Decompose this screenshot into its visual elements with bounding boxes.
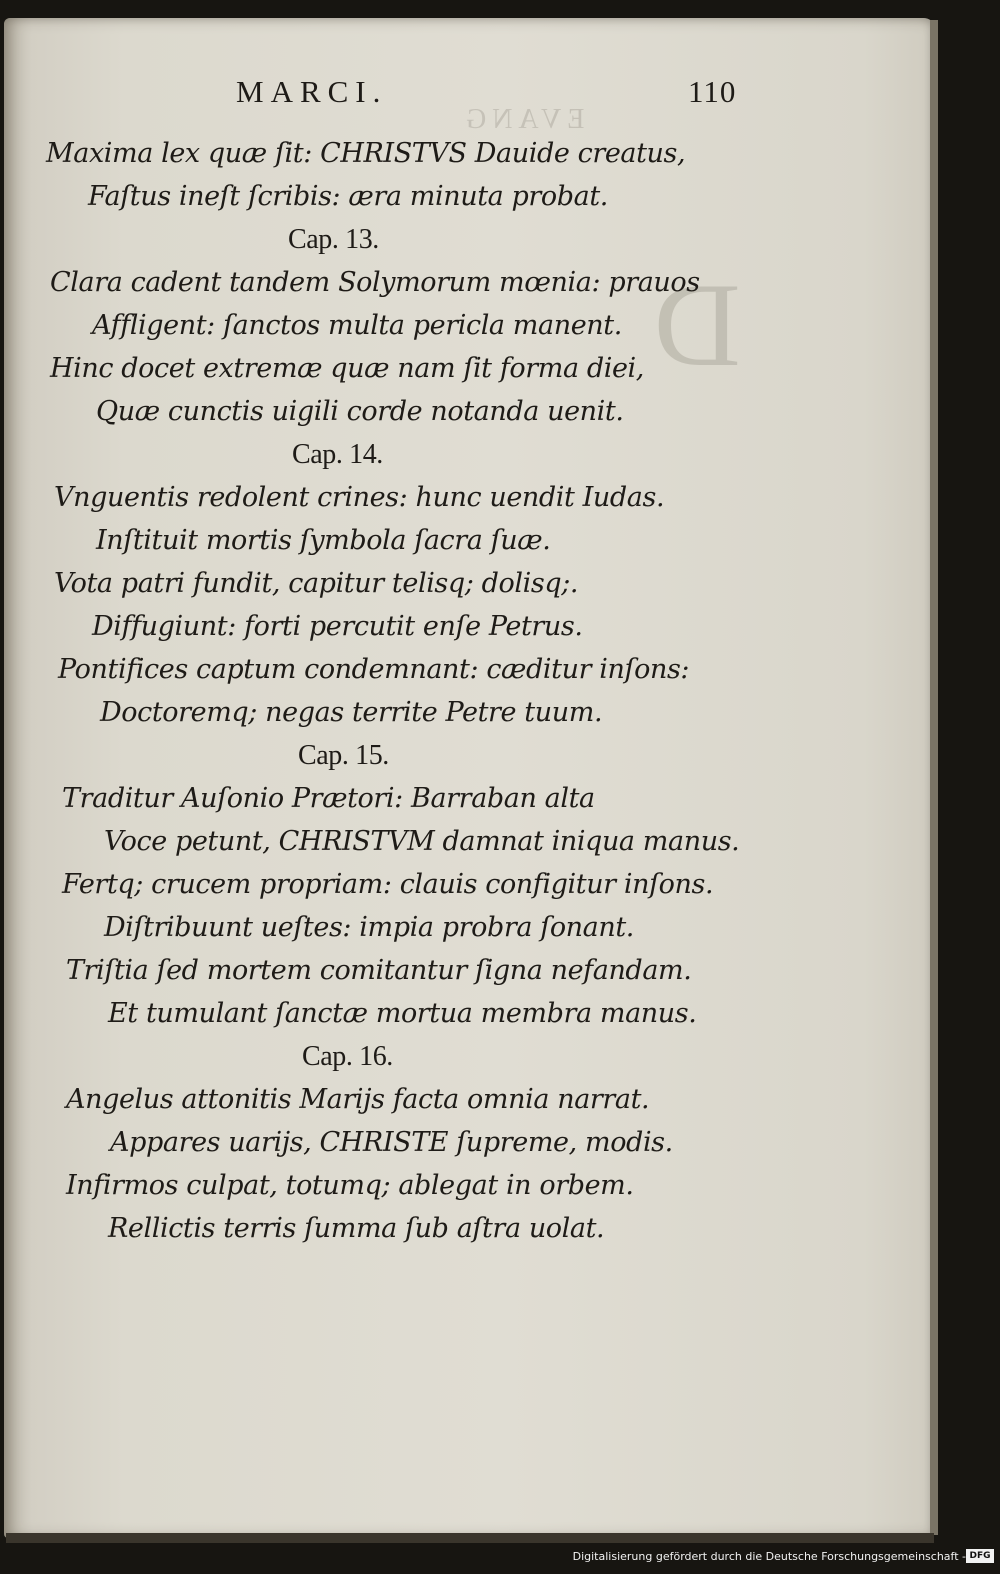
running-title: MARCI. <box>236 74 388 109</box>
chapter-heading: Cap. 14. <box>292 439 383 470</box>
verse-line: Fertq; crucem propriam: clauis configitur inſons. <box>62 869 714 900</box>
digitization-credit: Digitalisierung gefördert durch die Deutsche Forschungsgemeinschaft - <box>572 1550 966 1563</box>
verse-line: Hinc docet extremæ quæ nam ſit forma diei, <box>50 353 644 384</box>
verse-line: Infirmos culpat, totumq; ablegat in orbem. <box>66 1170 634 1201</box>
chapter-heading: Cap. 16. <box>302 1041 393 1072</box>
show-through-heading: EVANG <box>460 104 585 135</box>
chapter-heading: Cap. 15. <box>298 740 389 771</box>
verse-line: Triſtia ſed mortem comitantur ſigna nefandam. <box>66 955 692 986</box>
verse-line: Angelus attonitis Marijs facta omnia narrat. <box>66 1084 650 1115</box>
verse-line: Affligent: ſanctos multa pericla manent. <box>92 310 622 341</box>
verse-line: Appares uarijs, CHRISTE ſupreme, modis. <box>110 1127 673 1158</box>
page-bottom-edge <box>6 1533 934 1543</box>
verse-line: Inſtituit mortis ſymbola ſacra ſuæ. <box>96 525 551 556</box>
verse-line: Faſtus ineſt ſcribis: æra minuta probat. <box>88 181 608 212</box>
verse-line: Vota patri fundit, capitur telisq; dolisq;. <box>54 568 579 599</box>
verse-line: Diſtribuunt ueſtes: impia probra ſonant. <box>104 912 634 943</box>
verse-line: Maxima lex quæ ſit: CHRISTVS Dauide creatus, <box>46 138 686 169</box>
verse-line: Traditur Auſonio Prætori: Barraban alta <box>62 783 595 814</box>
verse-line: Pontifices captum condemnant: cæditur inſons: <box>58 654 690 685</box>
verse-line: Quæ cunctis uigili corde notanda uenit. <box>96 396 624 427</box>
verse-line: Diffugiunt: forti percutit enſe Petrus. <box>92 611 583 642</box>
show-through-initial: D <box>654 258 741 391</box>
verse-line: Vnguentis redolent crines: hunc uendit Iudas. <box>54 482 665 513</box>
verse-line: Clara cadent tandem Solymorum mœnia: prauos <box>50 267 700 298</box>
book-page <box>4 18 934 1538</box>
dfg-logo: DFG <box>966 1549 994 1563</box>
page-edge <box>930 20 938 1535</box>
page-number: 110 <box>688 74 737 109</box>
verse-line: Voce petunt, CHRISTVM damnat iniqua manus. <box>104 826 740 857</box>
verse-line: Et tumulant ſanctæ mortua membra manus. <box>108 998 697 1029</box>
chapter-heading: Cap. 13. <box>288 224 379 255</box>
verse-line: Rellictis terris ſumma ſub aſtra uolat. <box>108 1213 605 1244</box>
verse-line: Doctoremq; negas territe Petre tuum. <box>100 697 603 728</box>
